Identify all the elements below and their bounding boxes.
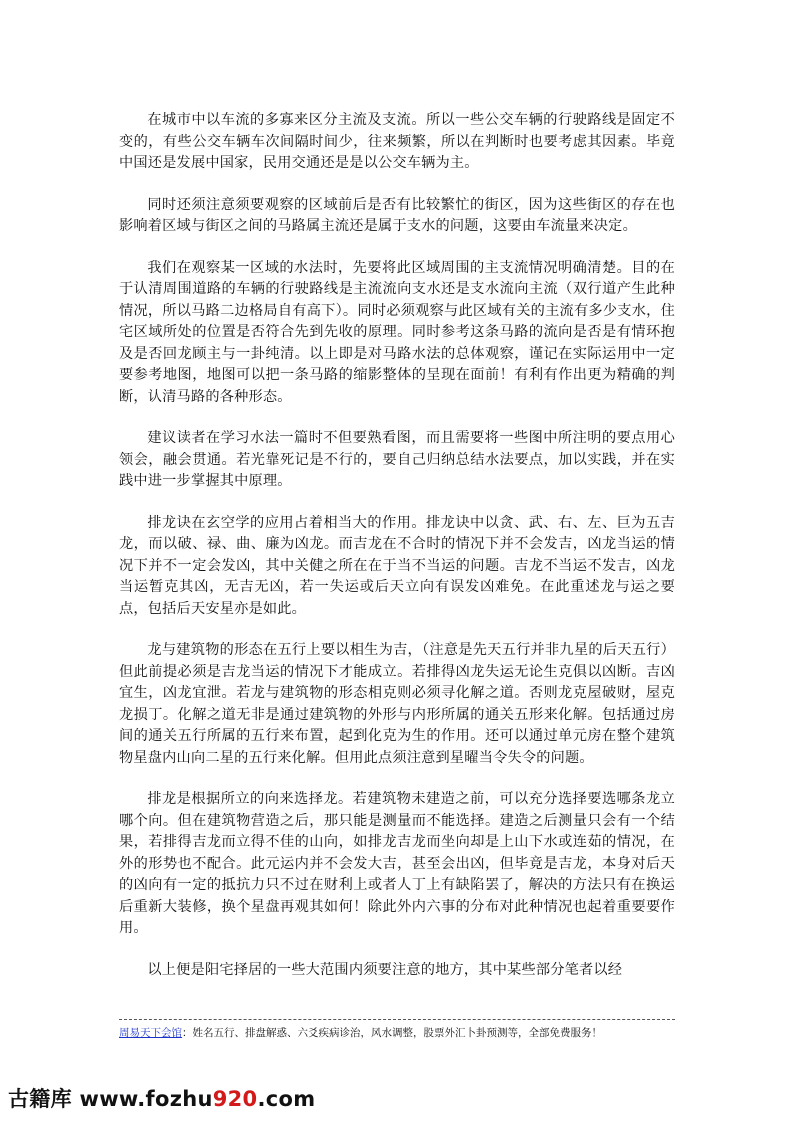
brand-number: 920 [212, 1087, 258, 1111]
document-body [119, 110, 675, 981]
paragraph-6: 龙与建筑物的形态在五行上要以相生为吉，（注意是先天五行并非九星的后天五行）但此前提必须是吉龙当运的情况下才能成立。若排得凶龙失运无论生克俱以凶断。吉凶宜生，凶龙宜泄。若龙与建筑物的形态相克则必须寻化解之道。否则龙克屋破财，屋克龙损丁。化解之道无非是通过建筑物的外形与内形所属的通关五形来化解。包括通过房间的通关五行所属的五行来布置，起到化克为生的作用。还可以通过单元房在整个建筑物星盘内山向二星的五行来化解。但用此点须注意到星曜当令失令的问题。 [119, 642, 675, 766]
footer-text: ：姓名五行、排盘解惑、六爻疾病诊治，风水调整，股票外汇卜卦预测等，全部免费服务！ [182, 1027, 602, 1039]
paragraph-5: 排龙诀在玄空学的应用占着相当大的作用。排龙诀中以贪、武、右、左、巨为五吉龙，而以破、禄、曲、廉为凶龙。而吉龙在不合时的情况下并不会发吉，凶龙当运的情况下并不一定会发凶，其中关健之所在在于当不当运的问题。吉龙不当运不发吉，凶龙当运暂克其凶，无吉无凶，若一失运或后天立向有误发凶难免。在此重述龙与运之要点，包括后天安星亦是如此。 [119, 514, 675, 617]
footer-link[interactable]: 周易天下会馆 [119, 1027, 182, 1039]
paragraph-4: 建议读者在学习水法一篇时不但要熟看图，而且需要将一些图中所注明的要点用心领会，融会贯通。若光靠死记是不行的，要自己归纳总结水法要点，加以实践，并在实践中进一步掌握其中原理。 [119, 430, 675, 489]
site-brand [8, 1083, 315, 1113]
paragraph-2: 同时还须注意须要观察的区域前后是否有比较繁忙的街区，因为这些街区的存在也影响着区域与街区之间的马路属主流还是属于支水的问题，这要由车流量来决定。 [119, 196, 675, 234]
footer [119, 1025, 675, 1041]
footer-divider [119, 1019, 675, 1020]
paragraph-1: 在城市中以车流的多寡来区分主流及支流。所以一些公交车辆的行驶路线是固定不变的，有些公交车辆车次间隔时间少，往来频繁，所以在判断时也要考虑其因素。毕竟中国还是发展中国家，民用交通还是是以公交车辆为主。 [119, 112, 675, 171]
paragraph-7: 排龙是根据所立的向来选择龙。若建筑物未建造之前，可以充分选择要选哪条龙立哪个向。但在建筑物营造之后，那只能是测量而不能选择。建造之后测量只会有一个结果，若排得吉龙而立得不佳的山向，如排龙吉龙而坐向却是上山下水或连茹的情况，在外的形势也不配合。此元运内并不会发大吉，甚至会出凶，但毕竟是吉龙，本身对后天的凶向有一定的抵抗力只不过在财利上或者人丁上有缺陷罢了，解决的方法只有在换运后重新大装修，换个星盘再观其如何！除此外内六事的分布对此种情况也起着重要要作用。 [119, 791, 675, 936]
brand-suffix: .com [257, 1087, 316, 1111]
paragraph-8: 以上便是阳宅择居的一些大范围内须要注意的地方，其中某些部分笔者以经 [147, 961, 623, 978]
paragraph-3: 我们在观察某一区域的水法时，先要将此区域周围的主支流情况明确清楚。目的在于认清周围道路的车辆的行驶路线是主流流向支水还是支水流向主流（双行道产生此种情况，所以马路二边格局自有高下）。同时必须观察与此区域有关的主流有多少支水，住宅区域所处的位置是否符合先到先收的原理。同时参考这条马路的流向是否是有情环抱及是否回龙顾主与一卦纯清。以上即是对马路水法的总体观察，谨记在实际运用中一定要参考地图，地图可以把一条马路的缩影整体的呈现在面前！有利有作出更为精确的判断，认清马路的各种形态。 [119, 259, 675, 405]
brand-prefix: 古籍库 www.fozhu [8, 1087, 213, 1111]
